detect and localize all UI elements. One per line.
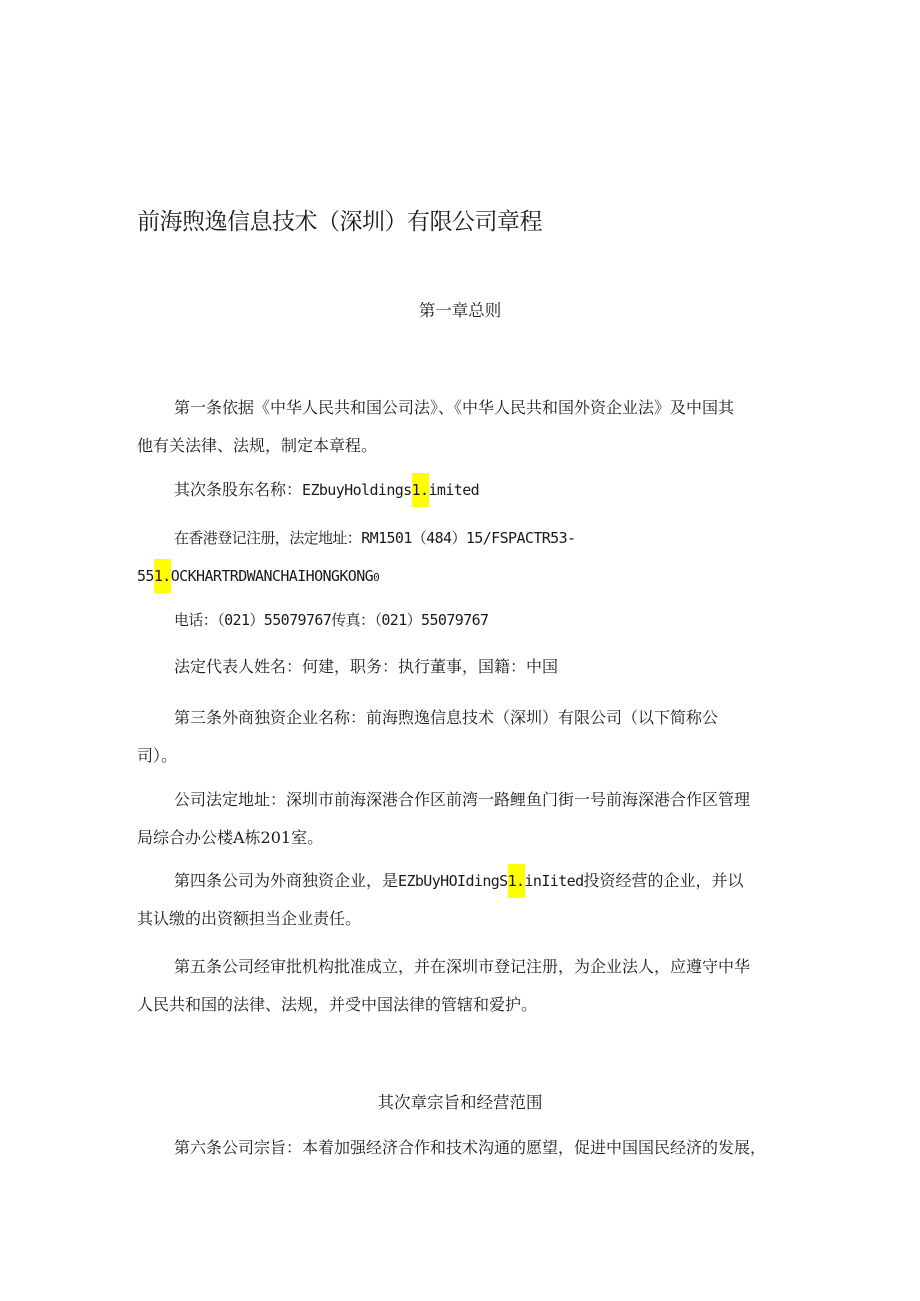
shareholder-name-part-2: imited xyxy=(428,481,480,499)
article-6-line-1: 第六条公司宗旨：本着加强经济合作和技术沟通的愿望，促进中国国民经济的发展， xyxy=(174,1138,767,1157)
phone-fax-text: 电话：（021）55079767传真：（021）55079767 xyxy=(174,611,489,629)
article-1-line-2: 他有关法律、法规，制定本章程。 xyxy=(137,436,378,455)
article-4-name-part-1: EZbUyHOIdingS xyxy=(398,872,508,890)
legal-representative-line: 法定代表人姓名：何建，职务：执行董事，国籍：中国 xyxy=(174,657,559,676)
highlighted-text: 1. xyxy=(508,864,525,898)
article-2-prefix: 其次条股东名称： xyxy=(174,480,303,499)
article-4-line-2: 其认缴的出资额担当企业责任。 xyxy=(137,909,362,928)
chapter-1-heading: 第一章总则 xyxy=(418,301,502,320)
company-address-line-2: 局综合办公楼A栋201室。 xyxy=(137,828,324,847)
article-4 xyxy=(137,862,787,938)
highlighted-text: 1. xyxy=(412,473,429,507)
registration-line-1 xyxy=(137,519,787,557)
article-4-name-part-2: inIited xyxy=(524,872,584,890)
document-title: 前海煦逸信息技术（深圳）有限公司章程 xyxy=(137,209,542,235)
registration-line-2-part-2: OCKHARTRDWANCHAIHONGKONG xyxy=(170,567,374,585)
registration-line-2 xyxy=(137,557,787,595)
legal-representative xyxy=(137,648,787,686)
registration-address xyxy=(137,519,787,595)
article-5-line-2: 人民共和国的法律、法规，并受中国法律的管辖和爱护。 xyxy=(137,995,538,1014)
registration-line-2-part-1: 55 xyxy=(137,567,154,585)
article-2 xyxy=(137,471,787,509)
article-3-line-1: 第三条外商独资企业名称：前海煦逸信息技术（深圳）有限公司（以下简称公 xyxy=(174,708,719,727)
article-4-prefix: 第四条公司为外商独资企业，是 xyxy=(174,871,399,890)
article-1 xyxy=(137,389,787,465)
highlighted-text: 1. xyxy=(154,559,171,593)
company-address xyxy=(137,781,787,857)
article-2-line xyxy=(137,471,787,509)
chapter-2-heading: 其次章宗旨和经营范围 xyxy=(377,1093,543,1112)
article-1-line-1: 第一条依据《中华人民共和国公司法》、《中华人民共和国外资企业法》及中国其 xyxy=(174,398,735,417)
company-address-line-1: 公司法定地址：深圳市前海深港合作区前湾一路鲤鱼门街一号前海深港合作区管理 xyxy=(174,790,751,809)
contact-info xyxy=(137,601,787,639)
article-5 xyxy=(137,948,787,1024)
phone-fax-line xyxy=(137,601,787,639)
registration-line-2-part-3: 0 xyxy=(373,571,380,584)
shareholder-name-part-1: EZbuyHoldings xyxy=(302,481,412,499)
article-4-suffix: 投资经营的企业，并以 xyxy=(583,871,744,890)
article-6 xyxy=(137,1129,787,1167)
registration-line-1-text: 在香港登记注册，法定地址：RM1501（484）15/FSPACTR53- xyxy=(174,529,576,547)
article-4-line-1 xyxy=(137,862,787,900)
article-3 xyxy=(137,699,787,775)
article-5-line-1: 第五条公司经审批机构批准成立，并在深圳市登记注册，为企业法人，应遵守中华 xyxy=(174,957,751,976)
article-3-line-2: 司）。 xyxy=(137,746,178,765)
